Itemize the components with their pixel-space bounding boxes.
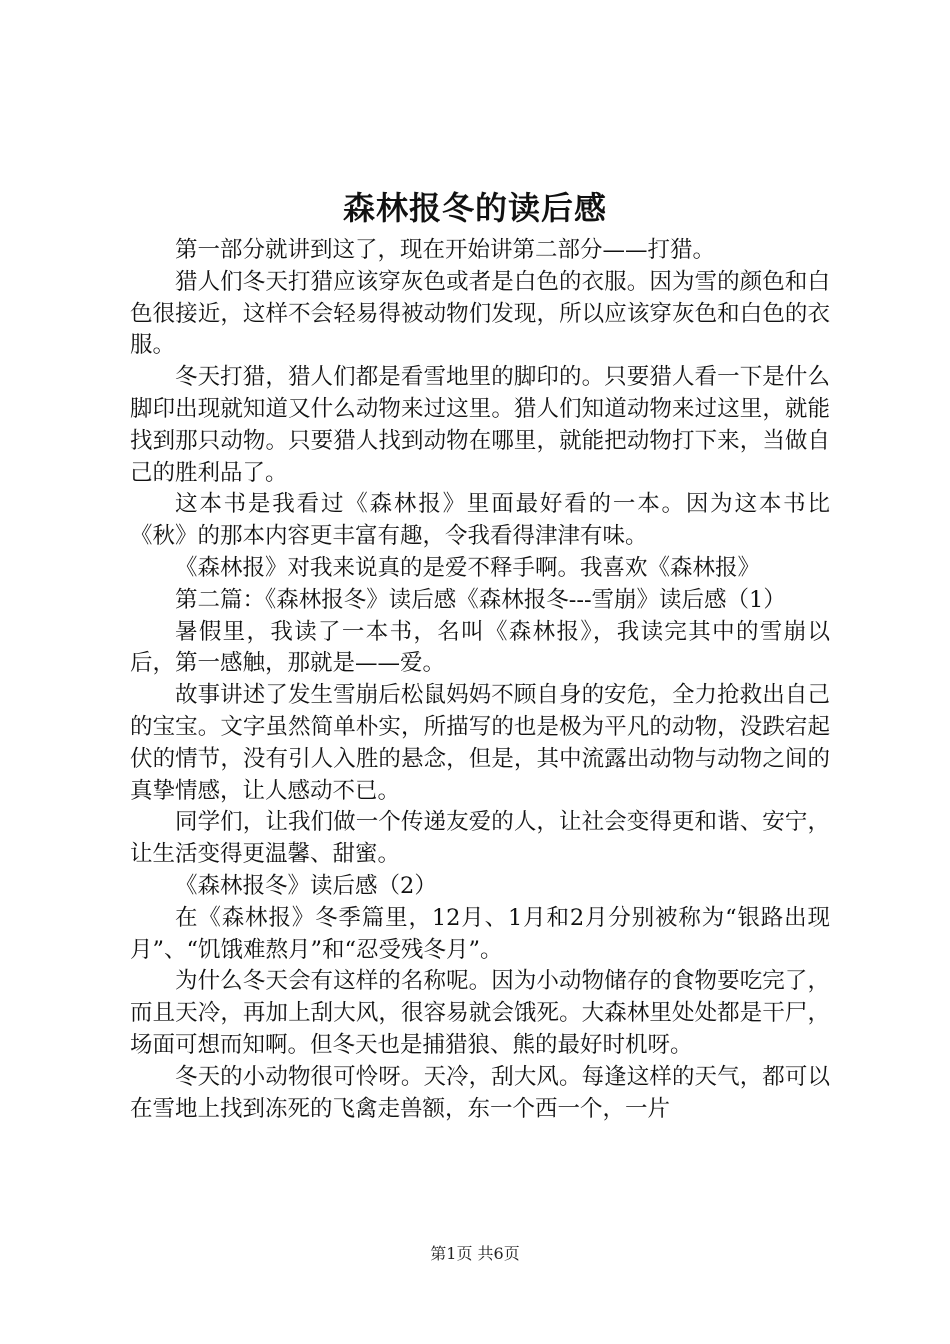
paragraph: 冬天打猎，猎人们都是看雪地里的脚印的。只要猎人看一下是什么脚印出现就知道又什么动物来过这里。猎人们知道动物来过这里，就能找到那只动物。只要猎人找到动物在哪里，就能把动物打下来，当做自己的胜利品了。: [130, 364, 830, 486]
page-number: 第1页 共6页: [430, 1244, 520, 1263]
paragraph: 为什么冬天会有这样的名称呢。因为小动物储存的食物要吃完了，而且天冷，再加上刮大风，很容易就会饿死。大森林里处处都是干尸，场面可想而知啊。但冬天也是捕猎狼、熊的最好时机呀。: [130, 968, 830, 1058]
paragraph: 第一部分就讲到这了，现在开始讲第二部分——打猎。: [175, 237, 716, 263]
paragraph: 在《森林报》冬季篇里，12月、1月和2月分别被称为“银路出现月”、“饥饿难熬月”和“忍受残冬月”。: [130, 904, 830, 963]
section-heading: 《森林报冬》读后感（2）: [175, 872, 437, 899]
document-body: [130, 235, 830, 1125]
paragraph: 故事讲述了发生雪崩后松鼠妈妈不顾自身的安危，全力抢救出自己的宝宝。文字虽然简单朴实，所描写的也是极为平凡的动物，没跌宕起伏的情节，没有引人入胜的悬念，但是，其中流露出动物与动物之间的真挚情感，让人感动不已。: [130, 682, 830, 804]
paragraph: 这本书是我看过《森林报》里面最好看的一本。因为这本书比《秋》的那本内容更丰富有趣，令我看得津津有味。: [130, 491, 830, 550]
paragraph: 暑假里，我读了一本书，名叫《森林报》，我读完其中的雪崩以后，第一感触，那就是——爱。: [130, 618, 830, 677]
paragraph: 同学们，让我们做一个传递友爱的人，让社会变得更和谐、安宁，让生活变得更温馨、甜蜜。: [130, 809, 830, 868]
document-title: 森林报冬的读后感: [342, 189, 607, 227]
paragraph: 《森林报》对我来说真的是爱不释手啊。我喜欢《森林报》: [175, 554, 761, 581]
paragraph: 冬天的小动物很可怜呀。天冷，刮大风。每逢这样的天气，都可以在雪地上找到冻死的飞禽走兽额，东一个西一个，一片: [130, 1063, 830, 1122]
paragraph: 猎人们冬天打猎应该穿灰色或者是白色的衣服。因为雪的颜色和白色很接近，这样不会轻易得被动物们发现，所以应该穿灰色和白色的衣服。: [130, 268, 830, 359]
section-heading: 第二篇：《森林报冬》读后感《森林报冬---雪崩》读后感（1）: [175, 586, 786, 613]
